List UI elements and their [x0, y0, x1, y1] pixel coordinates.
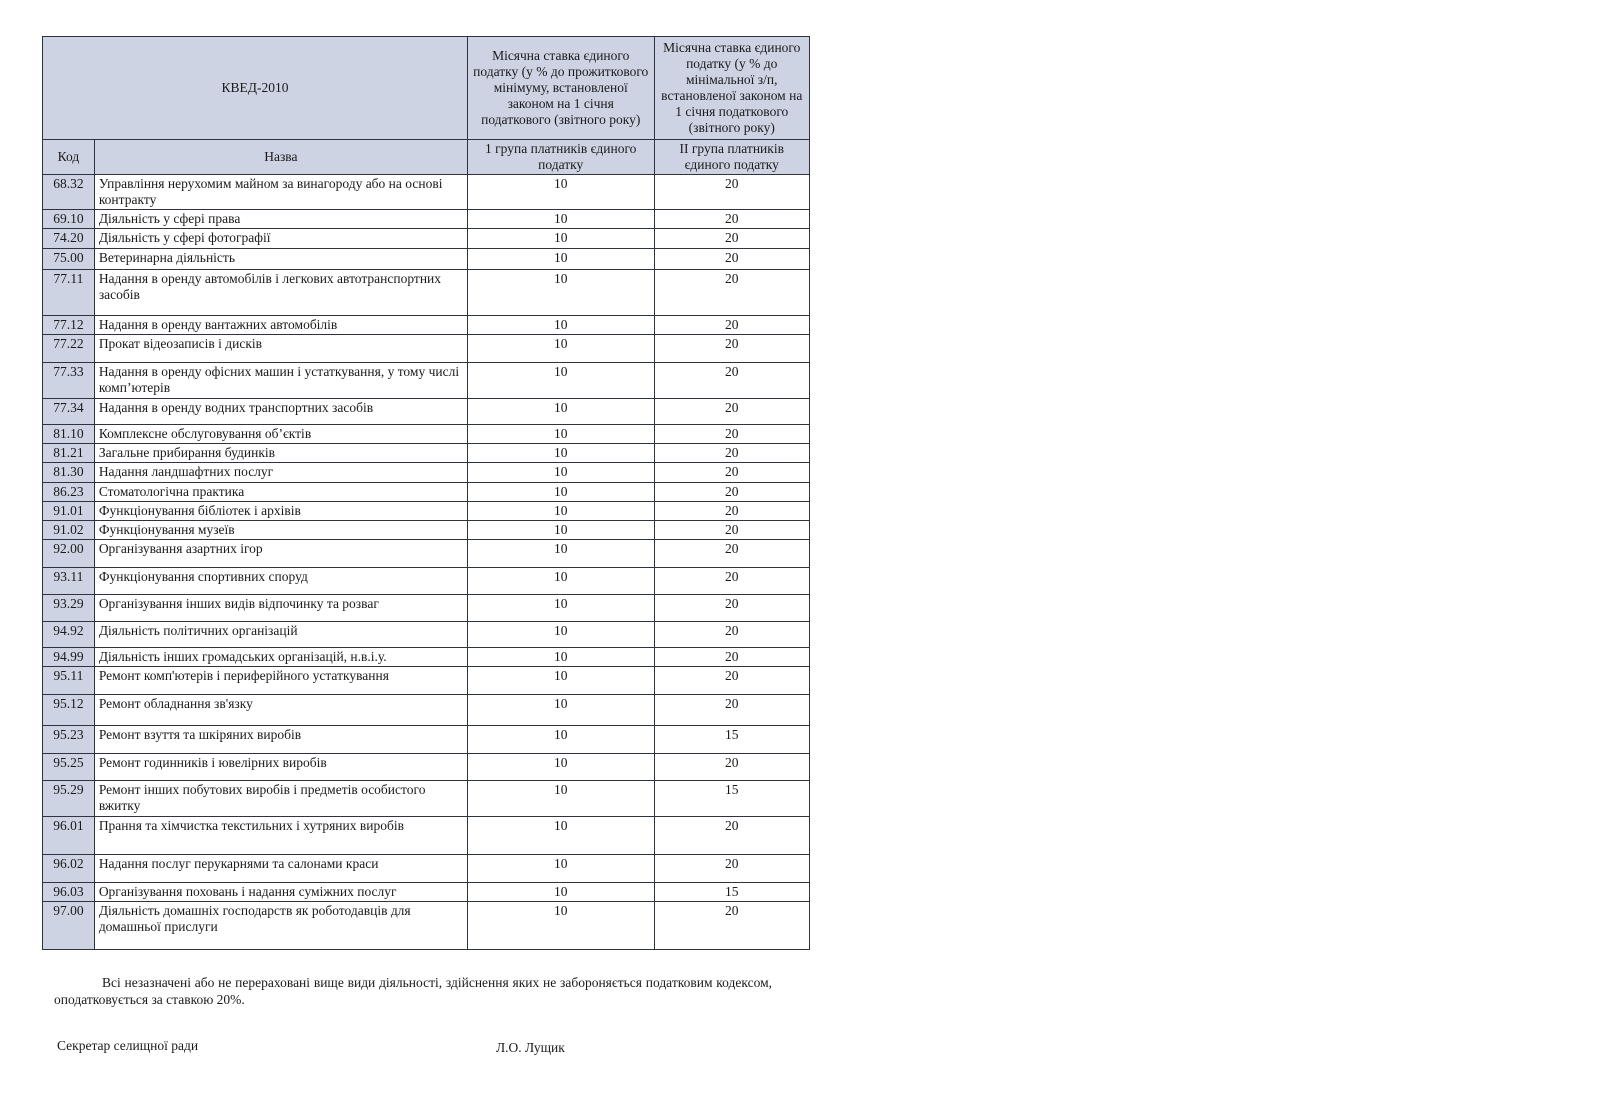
kved-code-cell: 81.10: [43, 425, 95, 444]
group2-rate-cell: 20: [654, 335, 810, 363]
group2-rate-cell: 20: [654, 648, 810, 667]
activity-name-cell: Прокат відеозаписів і дисків: [94, 335, 467, 363]
signature-name: Л.О. Лущик: [496, 1040, 565, 1055]
group1-rate-cell: 10: [467, 695, 654, 726]
group1-rate-cell: 10: [467, 502, 654, 521]
group2-rate-cell: 20: [654, 521, 810, 540]
kved-code-cell: 95.29: [43, 781, 95, 817]
activity-name-cell: Організування азартних ігор: [94, 540, 467, 568]
kved-code-cell: 91.01: [43, 502, 95, 521]
activity-name-cell: Надання ландшафтних послуг: [94, 463, 467, 483]
group1-rate-cell: 10: [467, 483, 654, 502]
group2-rate-cell: 20: [654, 568, 810, 595]
group2-rate-cell: 20: [654, 667, 810, 695]
group2-rate-cell: 20: [654, 229, 810, 249]
table-row: [43, 249, 810, 270]
group1-rate-cell: 10: [467, 622, 654, 648]
kved-code-cell: 75.00: [43, 249, 95, 270]
group2-rate-cell: 20: [654, 540, 810, 568]
group2-rate-cell: 20: [654, 595, 810, 622]
table-body: [43, 175, 810, 950]
kved-code-cell: 96.01: [43, 817, 95, 855]
activity-name-cell: Надання в оренду офісних машин і устаткування, у тому числі комп’ютерів: [94, 363, 467, 399]
kved-code-cell: 69.10: [43, 210, 95, 229]
table-row: [43, 316, 810, 335]
group1-rate-cell: 10: [467, 521, 654, 540]
activity-name-cell: Ремонт обладнання зв'язку: [94, 695, 467, 726]
group2-rate-cell: 20: [654, 363, 810, 399]
group1-rate-cell: 10: [467, 425, 654, 444]
group1-rate-cell: 10: [467, 399, 654, 425]
table-row: [43, 363, 810, 399]
group2-rate-cell: 20: [654, 210, 810, 229]
group2-rate-cell: 20: [654, 425, 810, 444]
activity-name-cell: Надання послуг перукарнями та салонами краси: [94, 855, 467, 883]
kved-code-cell: 95.11: [43, 667, 95, 695]
table-row: [43, 444, 810, 463]
table-row: [43, 667, 810, 695]
activity-name-cell: Діяльність у сфері фотографії: [94, 229, 467, 249]
activity-name-cell: Ветеринарна діяльність: [94, 249, 467, 270]
group1-rate-cell: 10: [467, 210, 654, 229]
activity-name-cell: Надання в оренду автомобілів і легкових автотранспортних засобів: [94, 270, 467, 316]
activity-name-cell: Діяльність інших громадських організацій, н.в.і.у.: [94, 648, 467, 667]
group2-rate-cell: 20: [654, 622, 810, 648]
activity-name-cell: Функціонування спортивних споруд: [94, 568, 467, 595]
group2-rate-cell: 20: [654, 316, 810, 335]
kved-code-cell: 96.03: [43, 883, 95, 902]
table-row: [43, 335, 810, 363]
kved-rates-table: [42, 36, 810, 950]
table-header-row: [43, 37, 810, 140]
group1-rate-cell: 10: [467, 648, 654, 667]
kved-code-cell: 81.21: [43, 444, 95, 463]
kved-code-cell: 94.99: [43, 648, 95, 667]
kved-code-cell: 91.02: [43, 521, 95, 540]
kved-code-cell: 95.12: [43, 695, 95, 726]
group1-rate-cell: 10: [467, 667, 654, 695]
group1-rate-cell: 10: [467, 463, 654, 483]
activity-name-cell: Діяльність у сфері права: [94, 210, 467, 229]
group1-rate-cell: 10: [467, 754, 654, 781]
footnote: Всі незазначені або не перераховані вище види діяльності, здійснення яких не забороняється податковим кодексом, оподатковується за ставкою 20%.: [54, 975, 772, 1007]
activity-name-cell: Організування поховань і надання суміжних послуг: [94, 883, 467, 902]
group1-header: 1 група платників єдиного податку: [467, 140, 654, 175]
group2-rate-cell: 15: [654, 781, 810, 817]
table-row: [43, 175, 810, 210]
kved-code-cell: 93.11: [43, 568, 95, 595]
activity-name-cell: Надання в оренду вантажних автомобілів: [94, 316, 467, 335]
group2-rate-cell: 15: [654, 726, 810, 754]
table-row: [43, 210, 810, 229]
kved-header: КВЕД-2010: [43, 37, 468, 140]
group2-rate-cell: 20: [654, 502, 810, 521]
group1-rate-cell: 10: [467, 363, 654, 399]
kved-code-cell: 77.12: [43, 316, 95, 335]
kved-code-cell: 95.25: [43, 754, 95, 781]
group1-rate-cell: 10: [467, 316, 654, 335]
group1-rate-cell: 10: [467, 568, 654, 595]
group1-rate-cell: 10: [467, 902, 654, 950]
group1-rate-cell: 10: [467, 335, 654, 363]
group2-rate-cell: 20: [654, 463, 810, 483]
table-row: [43, 229, 810, 249]
group2-rate-cell: 20: [654, 270, 810, 316]
group1-rate-cell: 10: [467, 540, 654, 568]
activity-name-cell: Ремонт інших побутових виробів і предметів особистого вжитку: [94, 781, 467, 817]
group1-rate-cell: 10: [467, 883, 654, 902]
kved-code-cell: 95.23: [43, 726, 95, 754]
document-sheet: [42, 36, 810, 950]
table-row: [43, 540, 810, 568]
group1-rate-cell: 10: [467, 781, 654, 817]
name-header: Назва: [94, 140, 467, 175]
table-row: [43, 622, 810, 648]
code-header: Код: [43, 140, 95, 175]
activity-name-cell: Стоматологічна практика: [94, 483, 467, 502]
activity-name-cell: Комплексне обслуговування об’єктів: [94, 425, 467, 444]
table-row: [43, 502, 810, 521]
table-row: [43, 817, 810, 855]
group1-rate-cell: 10: [467, 726, 654, 754]
activity-name-cell: Діяльність політичних організацій: [94, 622, 467, 648]
table-row: [43, 270, 810, 316]
group1-rate-cell: 10: [467, 595, 654, 622]
table-row: [43, 855, 810, 883]
table-subheader-row: [43, 140, 810, 175]
kved-code-cell: 77.33: [43, 363, 95, 399]
table-row: [43, 568, 810, 595]
table-row: [43, 399, 810, 425]
table-row: [43, 754, 810, 781]
activity-name-cell: Ремонт взуття та шкіряних виробів: [94, 726, 467, 754]
kved-code-cell: 92.00: [43, 540, 95, 568]
group2-rate-cell: 20: [654, 695, 810, 726]
kved-code-cell: 77.34: [43, 399, 95, 425]
table-row: [43, 883, 810, 902]
activity-name-cell: Ремонт комп'ютерів і периферійного устаткування: [94, 667, 467, 695]
kved-code-cell: 86.23: [43, 483, 95, 502]
group1-rate-cell: 10: [467, 270, 654, 316]
table-row: [43, 648, 810, 667]
kved-code-cell: 94.92: [43, 622, 95, 648]
group2-rate-cell: 15: [654, 883, 810, 902]
group2-header: ІІ група платників єдиного податку: [654, 140, 810, 175]
table-row: [43, 483, 810, 502]
table-row: [43, 902, 810, 950]
activity-name-cell: Ремонт годинників і ювелірних виробів: [94, 754, 467, 781]
group1-rate-cell: 10: [467, 855, 654, 883]
rate1-header: Місячна ставка єдиного податку (у % до прожиткового мінімуму, встановленої законом на 1 січня податкового (звітного року): [467, 37, 654, 140]
group2-rate-cell: 20: [654, 444, 810, 463]
group1-rate-cell: 10: [467, 817, 654, 855]
kved-code-cell: 96.02: [43, 855, 95, 883]
table-row: [43, 521, 810, 540]
kved-code-cell: 77.11: [43, 270, 95, 316]
group2-rate-cell: 20: [654, 902, 810, 950]
table-row: [43, 781, 810, 817]
rate2-header: Місячна ставка єдиного податку (у % до мінімальної з/п, встановленої законом на 1 січня податкового (звітного року): [654, 37, 810, 140]
table-row: [43, 695, 810, 726]
activity-name-cell: Функціонування бібліотек і архівів: [94, 502, 467, 521]
activity-name-cell: Управління нерухомим майном за винагороду або на основі контракту: [94, 175, 467, 210]
group1-rate-cell: 10: [467, 249, 654, 270]
table-row: [43, 425, 810, 444]
kved-code-cell: 97.00: [43, 902, 95, 950]
group2-rate-cell: 20: [654, 754, 810, 781]
kved-code-cell: 68.32: [43, 175, 95, 210]
activity-name-cell: Надання в оренду водних транспортних засобів: [94, 399, 467, 425]
group2-rate-cell: 20: [654, 399, 810, 425]
table-row: [43, 463, 810, 483]
activity-name-cell: Функціонування музеїв: [94, 521, 467, 540]
signature-title: Секретар селищної ради: [57, 1038, 199, 1053]
group2-rate-cell: 20: [654, 483, 810, 502]
group1-rate-cell: 10: [467, 175, 654, 210]
kved-code-cell: 74.20: [43, 229, 95, 249]
group2-rate-cell: 20: [654, 817, 810, 855]
activity-name-cell: Загальне прибирання будинків: [94, 444, 467, 463]
activity-name-cell: Прання та хімчистка текстильних і хутряних виробів: [94, 817, 467, 855]
activity-name-cell: Діяльність домашніх господарств як роботодавців для домашньої прислуги: [94, 902, 467, 950]
group2-rate-cell: 20: [654, 855, 810, 883]
table-row: [43, 726, 810, 754]
kved-code-cell: 81.30: [43, 463, 95, 483]
group2-rate-cell: 20: [654, 175, 810, 210]
group1-rate-cell: 10: [467, 229, 654, 249]
kved-code-cell: 93.29: [43, 595, 95, 622]
table-row: [43, 595, 810, 622]
group2-rate-cell: 20: [654, 249, 810, 270]
kved-code-cell: 77.22: [43, 335, 95, 363]
group1-rate-cell: 10: [467, 444, 654, 463]
activity-name-cell: Організування інших видів відпочинку та розваг: [94, 595, 467, 622]
